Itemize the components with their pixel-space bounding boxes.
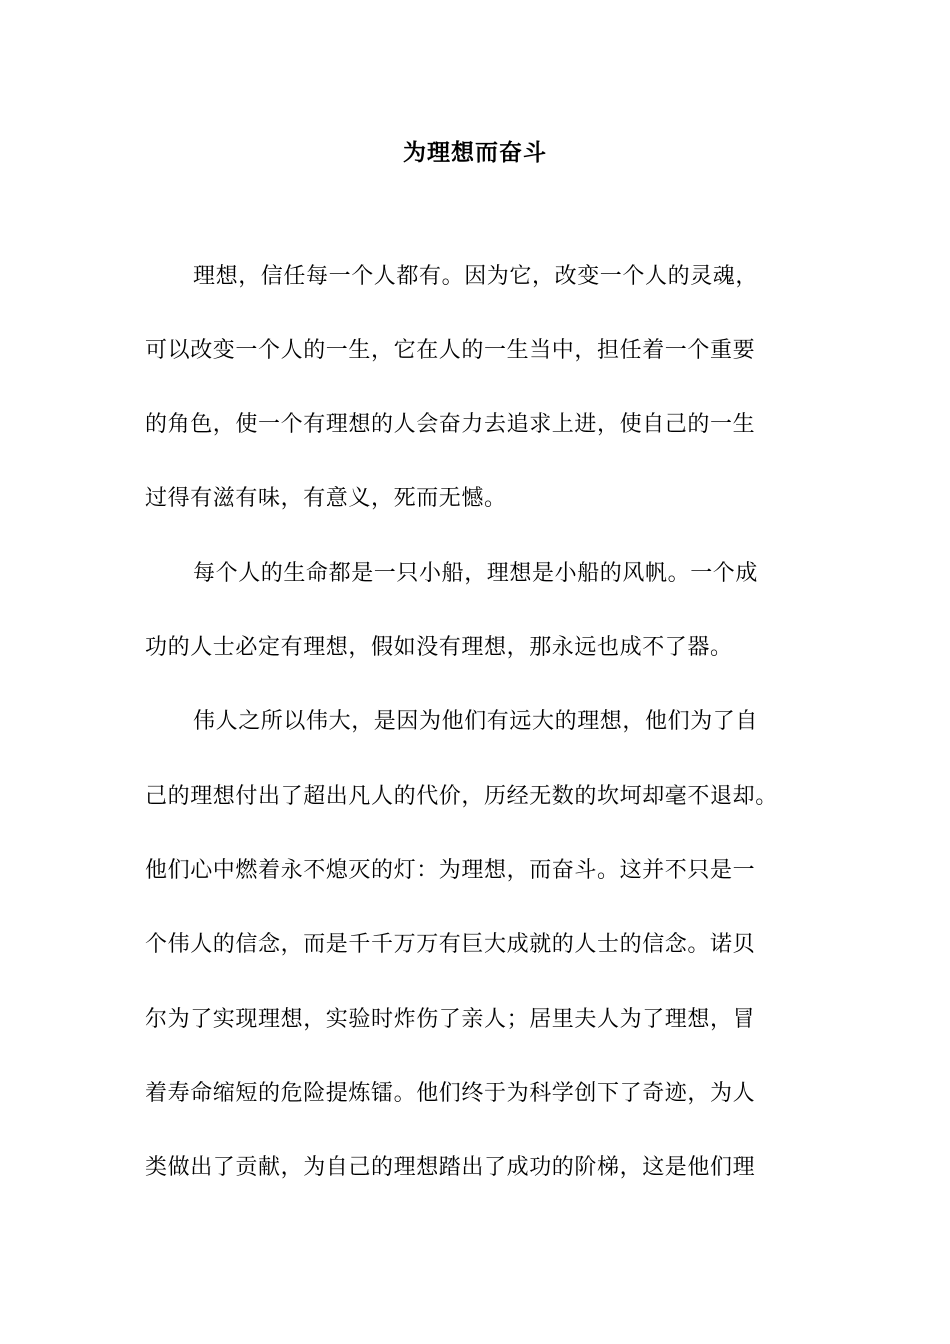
paragraph-3-line-6: 着寿命缩短的危险提炼镭。他们终于为科学创下了奇迹，为人	[145, 1081, 756, 1106]
paragraph-2-line-1: 每个人的生命都是一只小船，理想是小船的风帆。一个成	[193, 561, 759, 586]
paragraph-1-line-4: 过得有滋有味，有意义，死而无憾。	[145, 486, 507, 511]
paragraph-3-line-2: 己的理想付出了超出凡人的代价，历经无数的坎坷却毫不退却。	[145, 784, 778, 809]
paragraph-3-line-3: 他们心中燃着永不熄灭的灯：为理想，而奋斗。这并不只是一	[145, 858, 756, 883]
paragraph-3-line-7: 类做出了贡献，为自己的理想踏出了成功的阶梯，这是他们理	[145, 1155, 756, 1180]
paragraph-1-line-2: 可以改变一个人的一生，它在人的一生当中，担任着一个重要	[145, 338, 756, 363]
document-title: 为理想而奋斗	[403, 139, 547, 166]
paragraph-3-line-1: 伟人之所以伟大，是因为他们有远大的理想，他们为了自	[193, 709, 759, 734]
paragraph-2-line-2: 功的人士必定有理想，假如没有理想，那永远也成不了器。	[145, 635, 733, 660]
paragraph-1-line-1: 理想，信任每一个人都有。因为它，改变一个人的灵魂，	[193, 264, 759, 289]
paragraph-3-line-5: 尔为了实现理想，实验时炸伤了亲人；居里夫人为了理想，冒	[145, 1007, 756, 1032]
paragraph-1-line-3: 的角色，使一个有理想的人会奋力去追求上进，使自己的一生	[145, 412, 756, 437]
paragraph-3-line-4: 个伟人的信念，而是千千万万有巨大成就的人士的信念。诺贝	[145, 932, 756, 957]
